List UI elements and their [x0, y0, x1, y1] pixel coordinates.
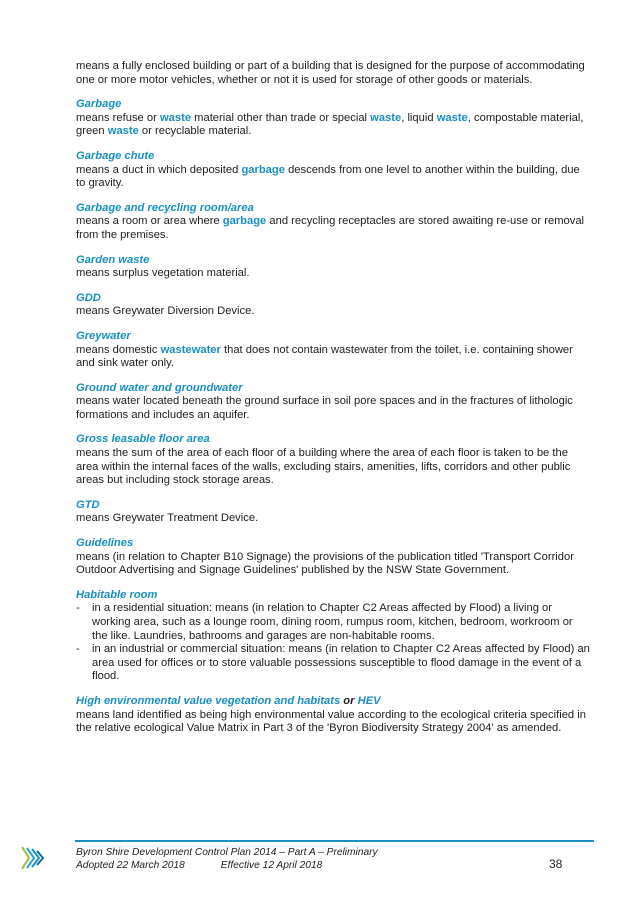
term-gross-leasable-floor-area: Gross leasable floor area	[76, 433, 210, 446]
definition-gdd	[76, 292, 590, 319]
list-item: - in a residential situation: means (in relation to Chapter C2 Areas affected by Flood) a living or working area, such as a lounge room, dining room, rumpus room, kitchen, bedroom, workroom or the like. Laundries, bathrooms and garages are non-habitable rooms.	[76, 602, 590, 643]
definition-ground-water	[76, 382, 590, 423]
term-gtd: GTD	[76, 498, 100, 511]
definition-text: means refuse or waste material other than trade or special waste, liquid waste, compostable material, green waste or recyclable material.	[76, 111, 584, 138]
list-item: - in an industrial or commercial situation: means (in relation to Chapter C2 Areas affected by Flood) an area used for offices or to store valuable possessions susceptible to flood damage in the event of a flood.	[76, 643, 590, 684]
definition-gross-leasable-floor-area	[76, 433, 590, 487]
term-link-waste[interactable]: waste	[159, 111, 192, 124]
definition-garbage	[76, 98, 590, 139]
footer-dates	[76, 859, 378, 872]
definition-text: means Greywater Treatment Device.	[76, 512, 259, 525]
byron-shire-chevron-logo-icon	[19, 845, 47, 871]
footer-adopted-date: Adopted 22 March 2018	[76, 860, 185, 871]
definition-garbage-recycling-room	[76, 202, 590, 243]
definition-hev	[76, 695, 590, 736]
definition-text: means surplus vegetation material.	[76, 267, 250, 280]
definition-garden-waste	[76, 254, 590, 281]
definition-text: means domestic wastewater that does not contain wastewater from the toilet, i.e. containing shower and sink water only.	[76, 343, 573, 370]
term-hev: High environmental value vegetation and habitats or HEV	[76, 694, 381, 707]
definition-guidelines	[76, 537, 590, 578]
term-garbage-recycling-room: Garbage and recycling room/area	[76, 201, 254, 214]
footer-effective-date: Effective 12 April 2018	[220, 860, 323, 871]
term-garbage-chute: Garbage chute	[76, 149, 155, 162]
term-guidelines: Guidelines	[76, 537, 134, 550]
term-link-garbage[interactable]: garbage	[241, 163, 285, 176]
definition-text: means land identified as being high environmental value according to the ecological criteria specified in the relative ecological Value Matrix in Part 3 of the 'Byron Biodiversity Strategy 2004' as amended.	[76, 708, 586, 735]
definition-gtd	[76, 499, 590, 526]
definition-text: means a room or area where garbage and recycling receptacles are stored awaiting re-use or removal from the premises.	[76, 215, 585, 241]
definitions-list	[76, 60, 590, 747]
term-link-waste[interactable]: waste	[370, 111, 402, 124]
term-habitable-room: Habitable room	[76, 588, 158, 601]
term-link-waste[interactable]: waste	[436, 111, 468, 124]
page-number: 38	[549, 857, 563, 871]
definition-text: means Greywater Diversion Device.	[76, 305, 255, 318]
definition-text: means water located beneath the ground surface in soil pore spaces and in the fractures of lithologic formations and includes an aquifer.	[76, 395, 573, 421]
definition-bullet-list	[76, 602, 590, 684]
term-link-waste[interactable]: waste	[107, 125, 139, 138]
term-link-wastewater[interactable]: wastewater	[160, 343, 221, 356]
definition-greywater	[76, 330, 590, 371]
footer-document-info	[76, 846, 378, 872]
term-gdd: GDD	[76, 291, 101, 304]
term-garbage: Garbage	[76, 98, 122, 111]
term-greywater: Greywater	[76, 329, 131, 342]
definition-text: means a fully enclosed building or part of a building that is designed for the purpose of accommodating one or more motor vehicles, whether or not it is used for storage of other goods or materials.	[76, 60, 585, 86]
definition-text: means a duct in which deposited garbage descends from one level to another within the building, due to gravity.	[76, 163, 580, 190]
definition-garbage-chute	[76, 150, 590, 191]
term-ground-water: Ground water and groundwater	[76, 381, 243, 394]
definition-habitable-room	[76, 589, 590, 684]
definition-text: means (in relation to Chapter B10 Signage) the provisions of the publication titled 'Transport Corridor Outdoor Advertising and Signage Guidelines' published by the NSW State Government.	[76, 550, 574, 577]
term-link-garbage[interactable]: garbage	[222, 215, 267, 228]
term-garden-waste: Garden waste	[76, 253, 150, 266]
footer-document-title: Byron Shire Development Control Plan 2014 – Part A – Preliminary	[76, 847, 378, 858]
footer-divider	[75, 840, 594, 842]
definition-text: means the sum of the area of each floor of a building where the area of each floor is taken to be the area within the internal faces of the walls, excluding stairs, amenities, lifts, corridors and other public areas but including stock storage areas.	[76, 447, 571, 487]
definition-garage	[76, 60, 590, 87]
